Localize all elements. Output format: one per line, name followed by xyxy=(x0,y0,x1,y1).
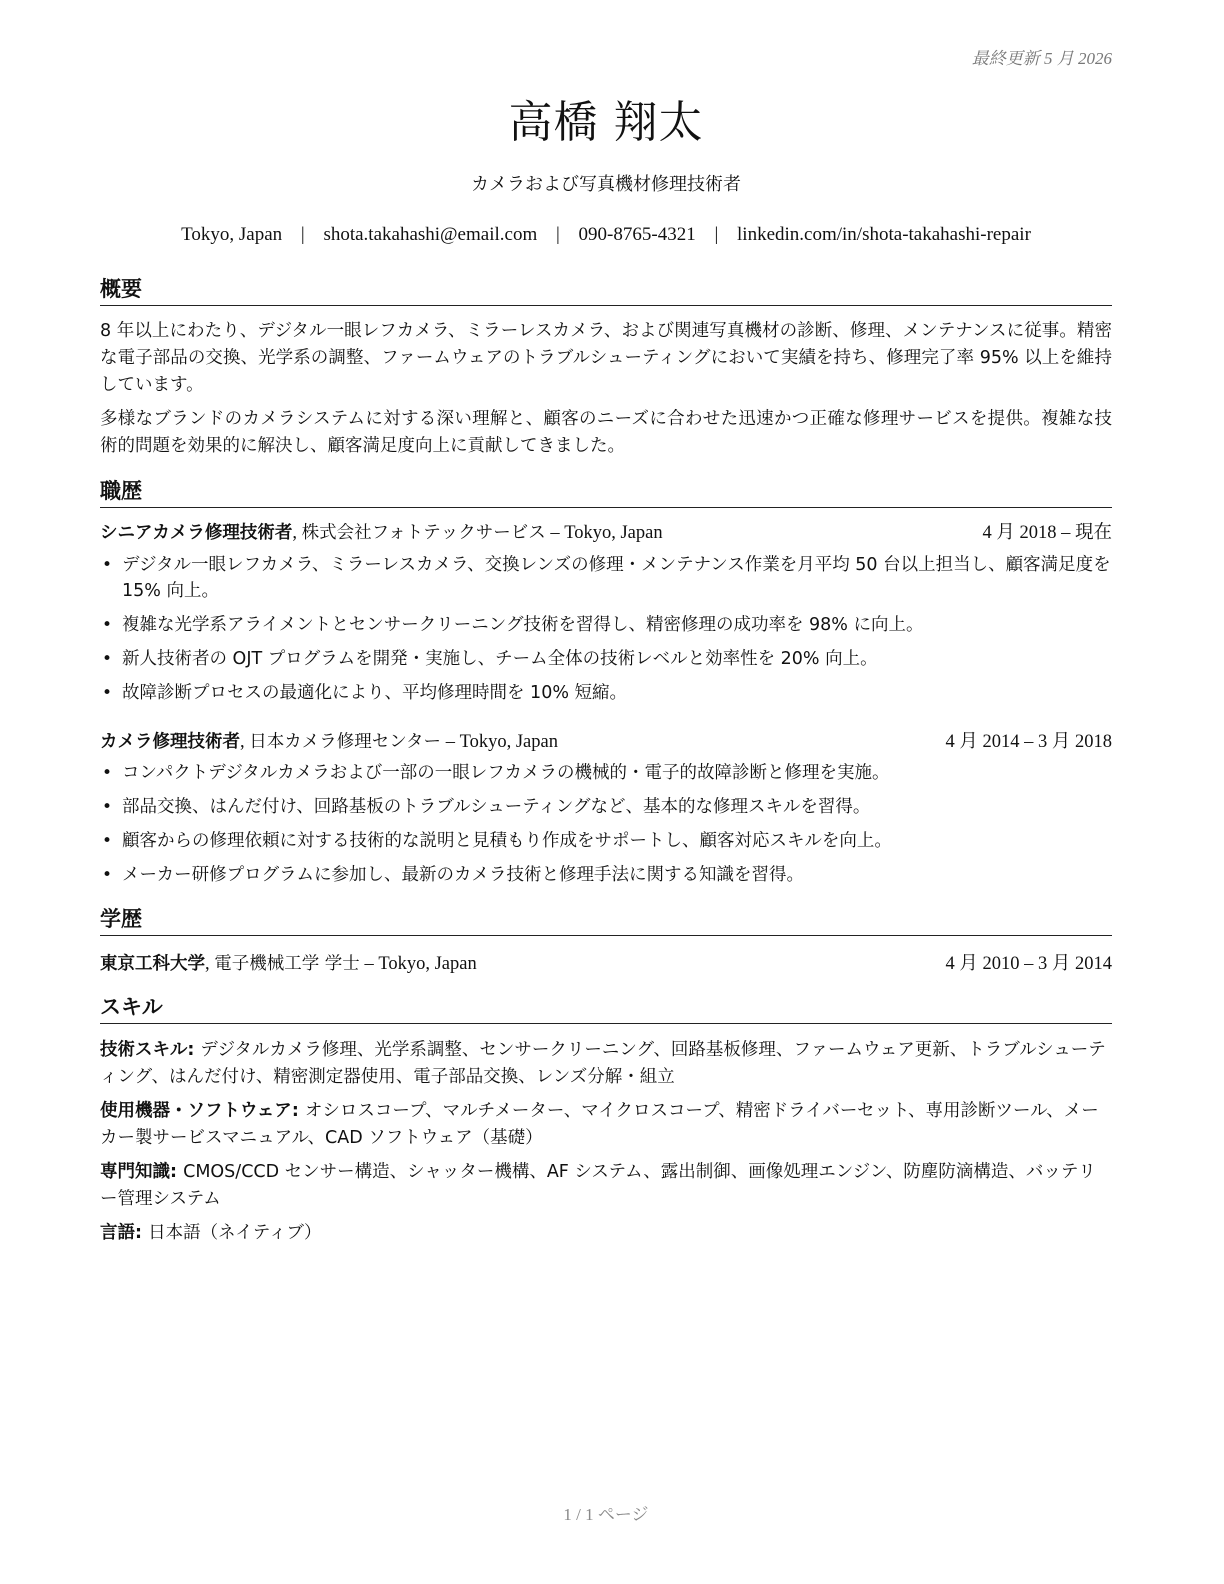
job-bullets xyxy=(100,552,1112,714)
skill-row: 言語: 日本語（ネイティブ） xyxy=(100,1223,322,1243)
contact-phone[interactable]: 090-8765-4321 xyxy=(578,224,696,245)
list-item: • 複雑な光学系アライメントとセンサークリーニング技術を習得し、精密修理の成功率を 98% に向上。 xyxy=(102,615,924,635)
resume-page xyxy=(100,0,1112,1584)
job-header: シニアカメラ修理技術者, 株式会社フォトテックサービス – Tokyo, Japan 4 月 2018 – 現在 xyxy=(100,520,1112,546)
candidate-name: 高橋 翔太 xyxy=(508,97,704,148)
contact-separator: | xyxy=(555,224,560,245)
skill-label: 技術スキル xyxy=(100,1040,188,1060)
skill-row: 使用機器・ソフトウェア: オシロスコープ、マルチメーター、マイクロスコープ、精密ドライバーセット、専用診断ツール、メーカー製サービスマニュアル、CAD ソフトウェア（基礎） xyxy=(100,1101,1099,1148)
last-updated: 最終更新 5 月 2026 xyxy=(971,49,1112,68)
list-item: • デジタル一眼レフカメラ、ミラーレスカメラ、交換レンズの修理・メンテナンス作業を月平均 50 台以上担当し、顧客満足度を 15% 向上。 xyxy=(102,555,1111,601)
job-dates: 4 月 2014 – 3 月 2018 xyxy=(945,732,1112,752)
section-title-summary: 概要 xyxy=(100,275,1112,306)
skill-row: 技術スキル: デジタルカメラ修理、光学系調整、センサークリーニング、回路基板修理、ファームウェア更新、トラブルシューティング、はんだ付け、精密測定器使用、電子部品交換、レンズ分解・組立 xyxy=(100,1040,1106,1087)
contact-linkedin[interactable]: linkedin.com/in/shota-takahashi-repair xyxy=(737,224,1031,245)
list-item: • 顧客からの修理依頼に対する技術的な説明と見積もり作成をサポートし、顧客対応スキルを向上。 xyxy=(102,831,892,851)
skill-value: オシロスコープ、マルチメーター、マイクロスコープ、精密ドライバーセット、専用診断ツール、メーカー製サービスマニュアル、CAD ソフトウェア（基礎） xyxy=(100,1101,1099,1148)
contact-separator: | xyxy=(300,224,305,245)
page-indicator: 1 / 1 ページ xyxy=(563,1505,649,1524)
skill-label: 言語 xyxy=(100,1223,135,1243)
job-bullets xyxy=(100,760,1112,896)
job-header: カメラ修理技術者, 日本カメラ修理センター – Tokyo, Japan 4 月 2014 – 3 月 2018 xyxy=(100,729,1112,755)
section-title-skills: スキル xyxy=(100,993,1112,1024)
education-school: 東京工科大学 xyxy=(100,954,205,974)
summary-paragraph-2: 多様なブランドのカメラシステムに対する深い理解と、顧客のニーズに合わせた迅速かつ正確な修理サービスを提供。複雑な技術的問題を効果的に解決し、顧客満足度向上に貢献してきました。 xyxy=(100,409,1112,456)
skill-label: 専門知識 xyxy=(100,1162,170,1182)
section-title-experience: 職歴 xyxy=(100,477,1112,508)
list-item: • メーカー研修プログラムに参加し、最新のカメラ技術と修理手法に関する知識を習得。 xyxy=(102,865,804,885)
skill-value: デジタルカメラ修理、光学系調整、センサークリーニング、回路基板修理、ファームウェア更新、トラブルシューティング、はんだ付け、精密測定器使用、電子部品交換、レンズ分解・組立 xyxy=(100,1040,1106,1087)
education-dates: 4 月 2010 – 3 月 2014 xyxy=(945,954,1112,974)
job-title: カメラ修理技術者 xyxy=(100,732,240,752)
education-degree: 電子機械工学 学士 xyxy=(214,954,360,974)
list-item: • 故障診断プロセスの最適化により、平均修理時間を 10% 短縮。 xyxy=(102,683,628,703)
job-company: 日本カメラ修理センター xyxy=(249,732,442,752)
job-dates: 4 月 2018 – 現在 xyxy=(982,523,1112,543)
contact-line xyxy=(100,224,1112,246)
job-title: シニアカメラ修理技術者 xyxy=(100,523,293,543)
contact-email[interactable]: shota.takahashi@email.com xyxy=(323,224,538,245)
list-item: • コンパクトデジタルカメラおよび一部の一眼レフカメラの機械的・電子的故障診断と修理を実施。 xyxy=(102,763,890,783)
skill-value: CMOS/CCD センサー構造、シャッター機構、AF システム、露出制御、画像処理エンジン、防塵防滴構造、バッテリー管理システム xyxy=(100,1162,1096,1209)
education-location: Tokyo, Japan xyxy=(378,954,477,974)
summary-paragraph-1: 8 年以上にわたり、デジタル一眼レフカメラ、ミラーレスカメラ、および関連写真機材の診断、修理、メンテナンスに従事。精密な電子部品の交換、光学系の調整、ファームウェアのトラブルシューティングにおいて実績を持ち、修理完了率 95% 以上を維持しています。 xyxy=(100,321,1112,395)
contact-location: Tokyo, Japan xyxy=(181,224,283,245)
skill-value: 日本語（ネイティブ） xyxy=(148,1223,322,1243)
education-entry: 東京工科大学, 電子機械工学 学士 – Tokyo, Japan 4 月 2010 – 3 月 2014 xyxy=(100,951,1112,977)
list-item: • 新人技術者の OJT プログラムを開発・実施し、チーム全体の技術レベルと効率性を 20% 向上。 xyxy=(102,649,878,669)
job-location: Tokyo, Japan xyxy=(564,523,663,543)
list-item: • 部品交換、はんだ付け、回路基板のトラブルシューティングなど、基本的な修理スキルを習得。 xyxy=(102,797,871,817)
skill-row: 専門知識: CMOS/CCD センサー構造、シャッター機構、AF システム、露出制御、画像処理エンジン、防塵防滴構造、バッテリー管理システム xyxy=(100,1162,1096,1209)
job-company: 株式会社フォトテックサービス xyxy=(301,523,546,543)
job-location: Tokyo, Japan xyxy=(459,732,558,752)
section-title-education: 学歴 xyxy=(100,905,1112,936)
skill-label: 使用機器・ソフトウェア xyxy=(100,1101,292,1121)
candidate-headline: カメラおよび写真機材修理技術者 xyxy=(471,174,741,195)
contact-separator: | xyxy=(714,224,719,245)
